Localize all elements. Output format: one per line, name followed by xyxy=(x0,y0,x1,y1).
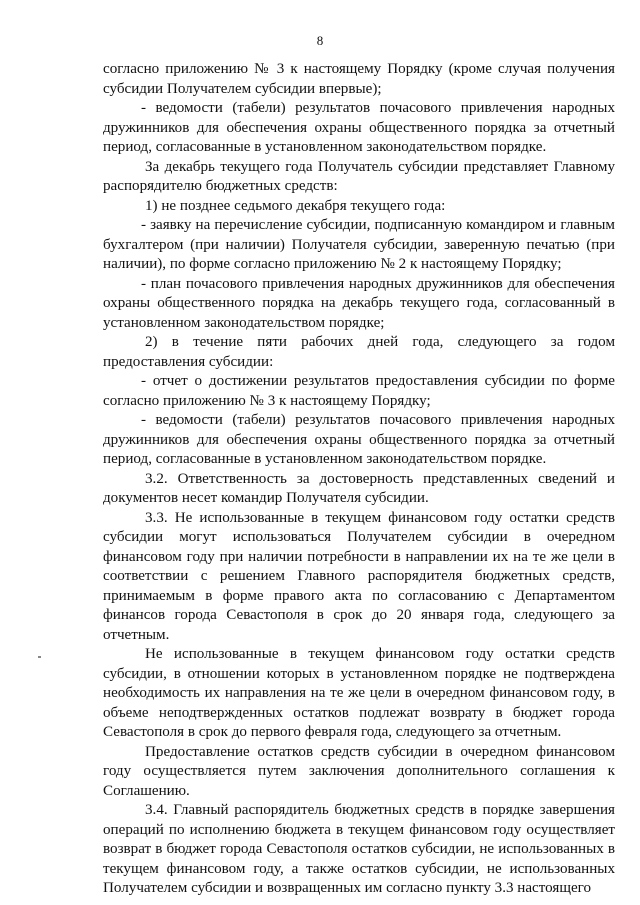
paragraph: За декабрь текущего года Получатель субсидии представляет Главному распорядителю бюджетных средств: xyxy=(103,158,615,194)
paragraph: 3.4. Главный распорядитель бюджетных средств в порядке завершения операций по исполнению бюджета в текущем финансовом году осуществляет возврат в бюджет города Севастополя остатков субсидии, не использованных в текущем финансовом году, а также остатков субсидии, не использованных Получателем субсидии и возвращенных им согласно пункту 3.3 настоящего xyxy=(103,802,615,896)
paragraph: 3.3. Не использованные в текущем финансовом году остатки средств субсидии могут использоваться Получателем субсидии в очередном финансовом году при наличии потребности в направлении их на те же цели в соответствии с решением Главного распорядителя бюджетных средств, принимаемым в форме правого акта по согласованию с Департаментом финансов города Севастополя в срок до 20 января года, следующего за отчетным. xyxy=(103,509,615,643)
page-number: 8 xyxy=(316,33,324,48)
scan-mark xyxy=(38,656,41,658)
paragraph: 2) в течение пяти рабочих дней года, следующего за годом предоставления субсидии: xyxy=(103,334,615,370)
paragraph: 1) не позднее седьмого декабря текущего года: xyxy=(145,197,446,214)
paragraph: - отчет о достижении результатов предоставления субсидии по форме согласно приложению № 3 к настоящему Порядку; xyxy=(103,373,615,409)
paragraph: - заявку на перечисление субсидии, подписанную командиром и главным бухгалтером (при наличии) Получателя субсидии, заверенную печатью (при наличии), по форме согласно приложению № 2 к настоящему Порядку; xyxy=(103,217,615,272)
paragraph: Предоставление остатков средств субсидии в очередном финансовом году осуществляется путем заключения дополнительного соглашения к Соглашению. xyxy=(103,743,615,799)
document-body xyxy=(103,60,615,899)
paragraph: - план почасового привлечения народных дружинников для обеспечения охраны общественного порядка на декабрь текущего года, согласованный в установленном законодательством порядке; xyxy=(103,275,615,331)
paragraph: 3.2. Ответственность за достоверность представленных сведений и документов несет командир Получателя субсидии. xyxy=(103,470,615,506)
paragraph: согласно приложению № 3 к настоящему Порядку (кроме случая получения субсидии Получателем субсидии впервые); xyxy=(103,61,615,97)
paragraph: - ведомости (табели) результатов почасового привлечения народных дружинников для обеспечения охраны общественного порядка за отчетный период, согласованные в установленном законодательством порядке. xyxy=(103,100,615,155)
paragraph: Не использованные в текущем финансовом году остатки средств субсидии, в отношении которых в установленном порядке не подтверждена необходимость их направления на те же цели в очередном финансовом году, в объеме неподтвержденных остатков подлежат возврату в бюджет города Севастополя в срок до первого февраля года, следующего за отчетным. xyxy=(103,646,615,740)
paragraph: - ведомости (табели) результатов почасового привлечения народных дружинников для обеспечения охраны общественного порядка за отчетный период, согласованные в установленном законодательством порядке. xyxy=(103,412,615,467)
